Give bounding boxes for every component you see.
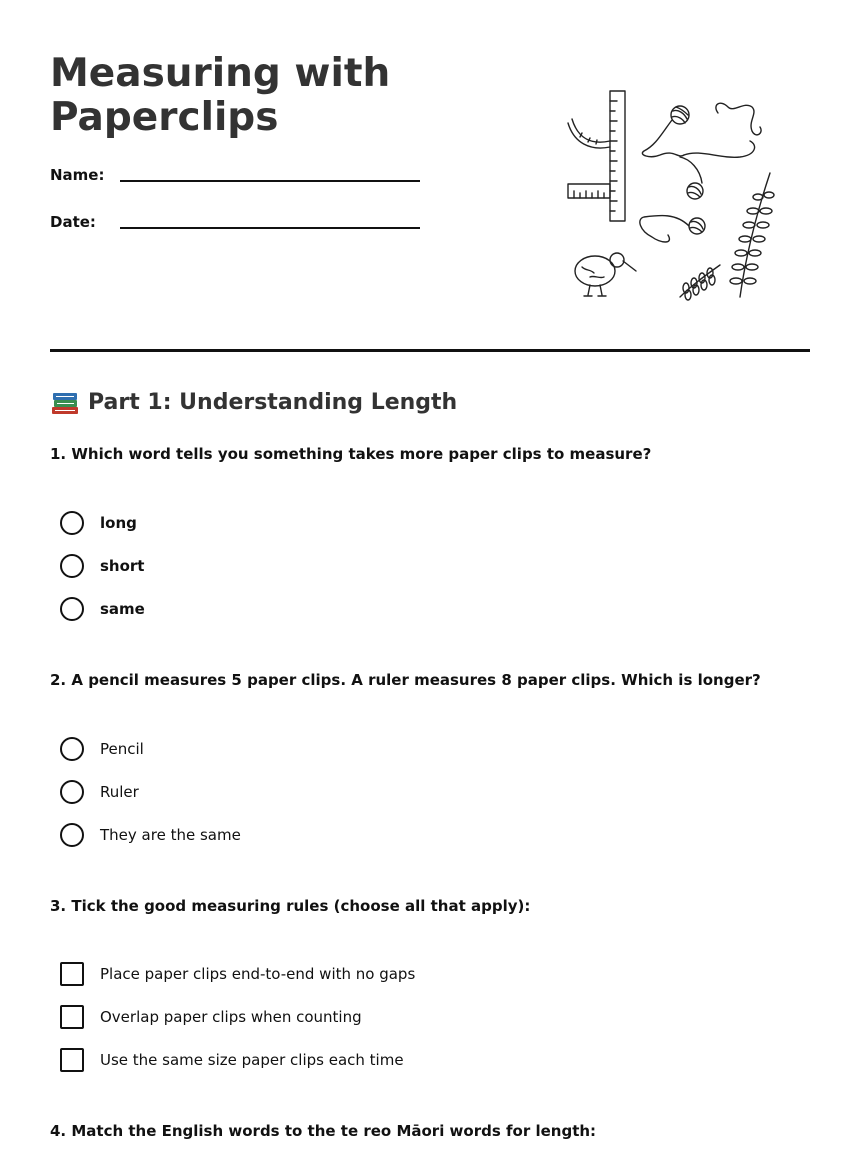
header-divider — [50, 349, 810, 352]
q3-option-overlap[interactable] — [60, 1004, 362, 1030]
title-line-1: Measuring with — [50, 51, 391, 96]
kiwi-bird-icon — [575, 253, 636, 296]
string-icon — [640, 103, 761, 242]
radio-button[interactable] — [60, 554, 84, 578]
option-label: They are the same — [100, 826, 241, 844]
fern-icon — [680, 173, 774, 300]
question-3: 3. Tick the good measuring rules (choose all that apply): — [50, 897, 531, 915]
date-line[interactable] — [120, 227, 420, 229]
q1-option-long[interactable] — [60, 510, 137, 536]
option-label: Use the same size paper clips each time — [100, 1051, 404, 1069]
section-title-text: Part 1: Understanding Length — [88, 389, 458, 415]
q2-option-ruler[interactable] — [60, 779, 139, 805]
option-label: short — [100, 557, 145, 575]
option-label: Pencil — [100, 740, 144, 758]
title-line-2: Paperclips — [50, 95, 279, 140]
page-title — [50, 52, 390, 140]
question-4: 4. Match the English words to the te reo Māori words for length: — [50, 1122, 597, 1140]
q3-option-same-size[interactable] — [60, 1047, 404, 1073]
option-label: Overlap paper clips when counting — [100, 1008, 362, 1026]
date-label: Date: — [50, 213, 96, 231]
option-label: same — [100, 600, 145, 618]
q3-option-end-to-end[interactable] — [60, 961, 415, 987]
question-2: 2. A pencil measures 5 paper clips. A ruler measures 8 paper clips. Which is longer? — [50, 671, 761, 689]
radio-button[interactable] — [60, 780, 84, 804]
checkbox[interactable] — [60, 1005, 84, 1029]
q1-option-short[interactable] — [60, 553, 144, 579]
question-1: 1. Which word tells you something takes more paper clips to measure? — [50, 445, 652, 463]
radio-button[interactable] — [60, 597, 84, 621]
q2-option-pencil[interactable] — [60, 736, 144, 762]
name-label: Name: — [50, 166, 105, 184]
yarn-ball-icon — [671, 106, 705, 234]
name-field[interactable] — [50, 166, 430, 196]
radio-button[interactable] — [60, 511, 84, 535]
books-icon — [50, 388, 80, 416]
q1-option-same[interactable] — [60, 596, 145, 622]
q2-option-same[interactable] — [60, 822, 241, 848]
date-field[interactable] — [50, 213, 430, 243]
ruler-icon — [568, 91, 625, 221]
measuring-illustration — [560, 85, 780, 310]
tape-measure-icon — [568, 119, 610, 148]
radio-button[interactable] — [60, 737, 84, 761]
name-line[interactable] — [120, 180, 420, 182]
section-title — [50, 388, 457, 416]
radio-button[interactable] — [60, 823, 84, 847]
checkbox[interactable] — [60, 1048, 84, 1072]
checkbox[interactable] — [60, 962, 84, 986]
option-label: Ruler — [100, 783, 139, 801]
option-label: long — [100, 514, 137, 532]
option-label: Place paper clips end-to-end with no gaps — [100, 965, 416, 983]
